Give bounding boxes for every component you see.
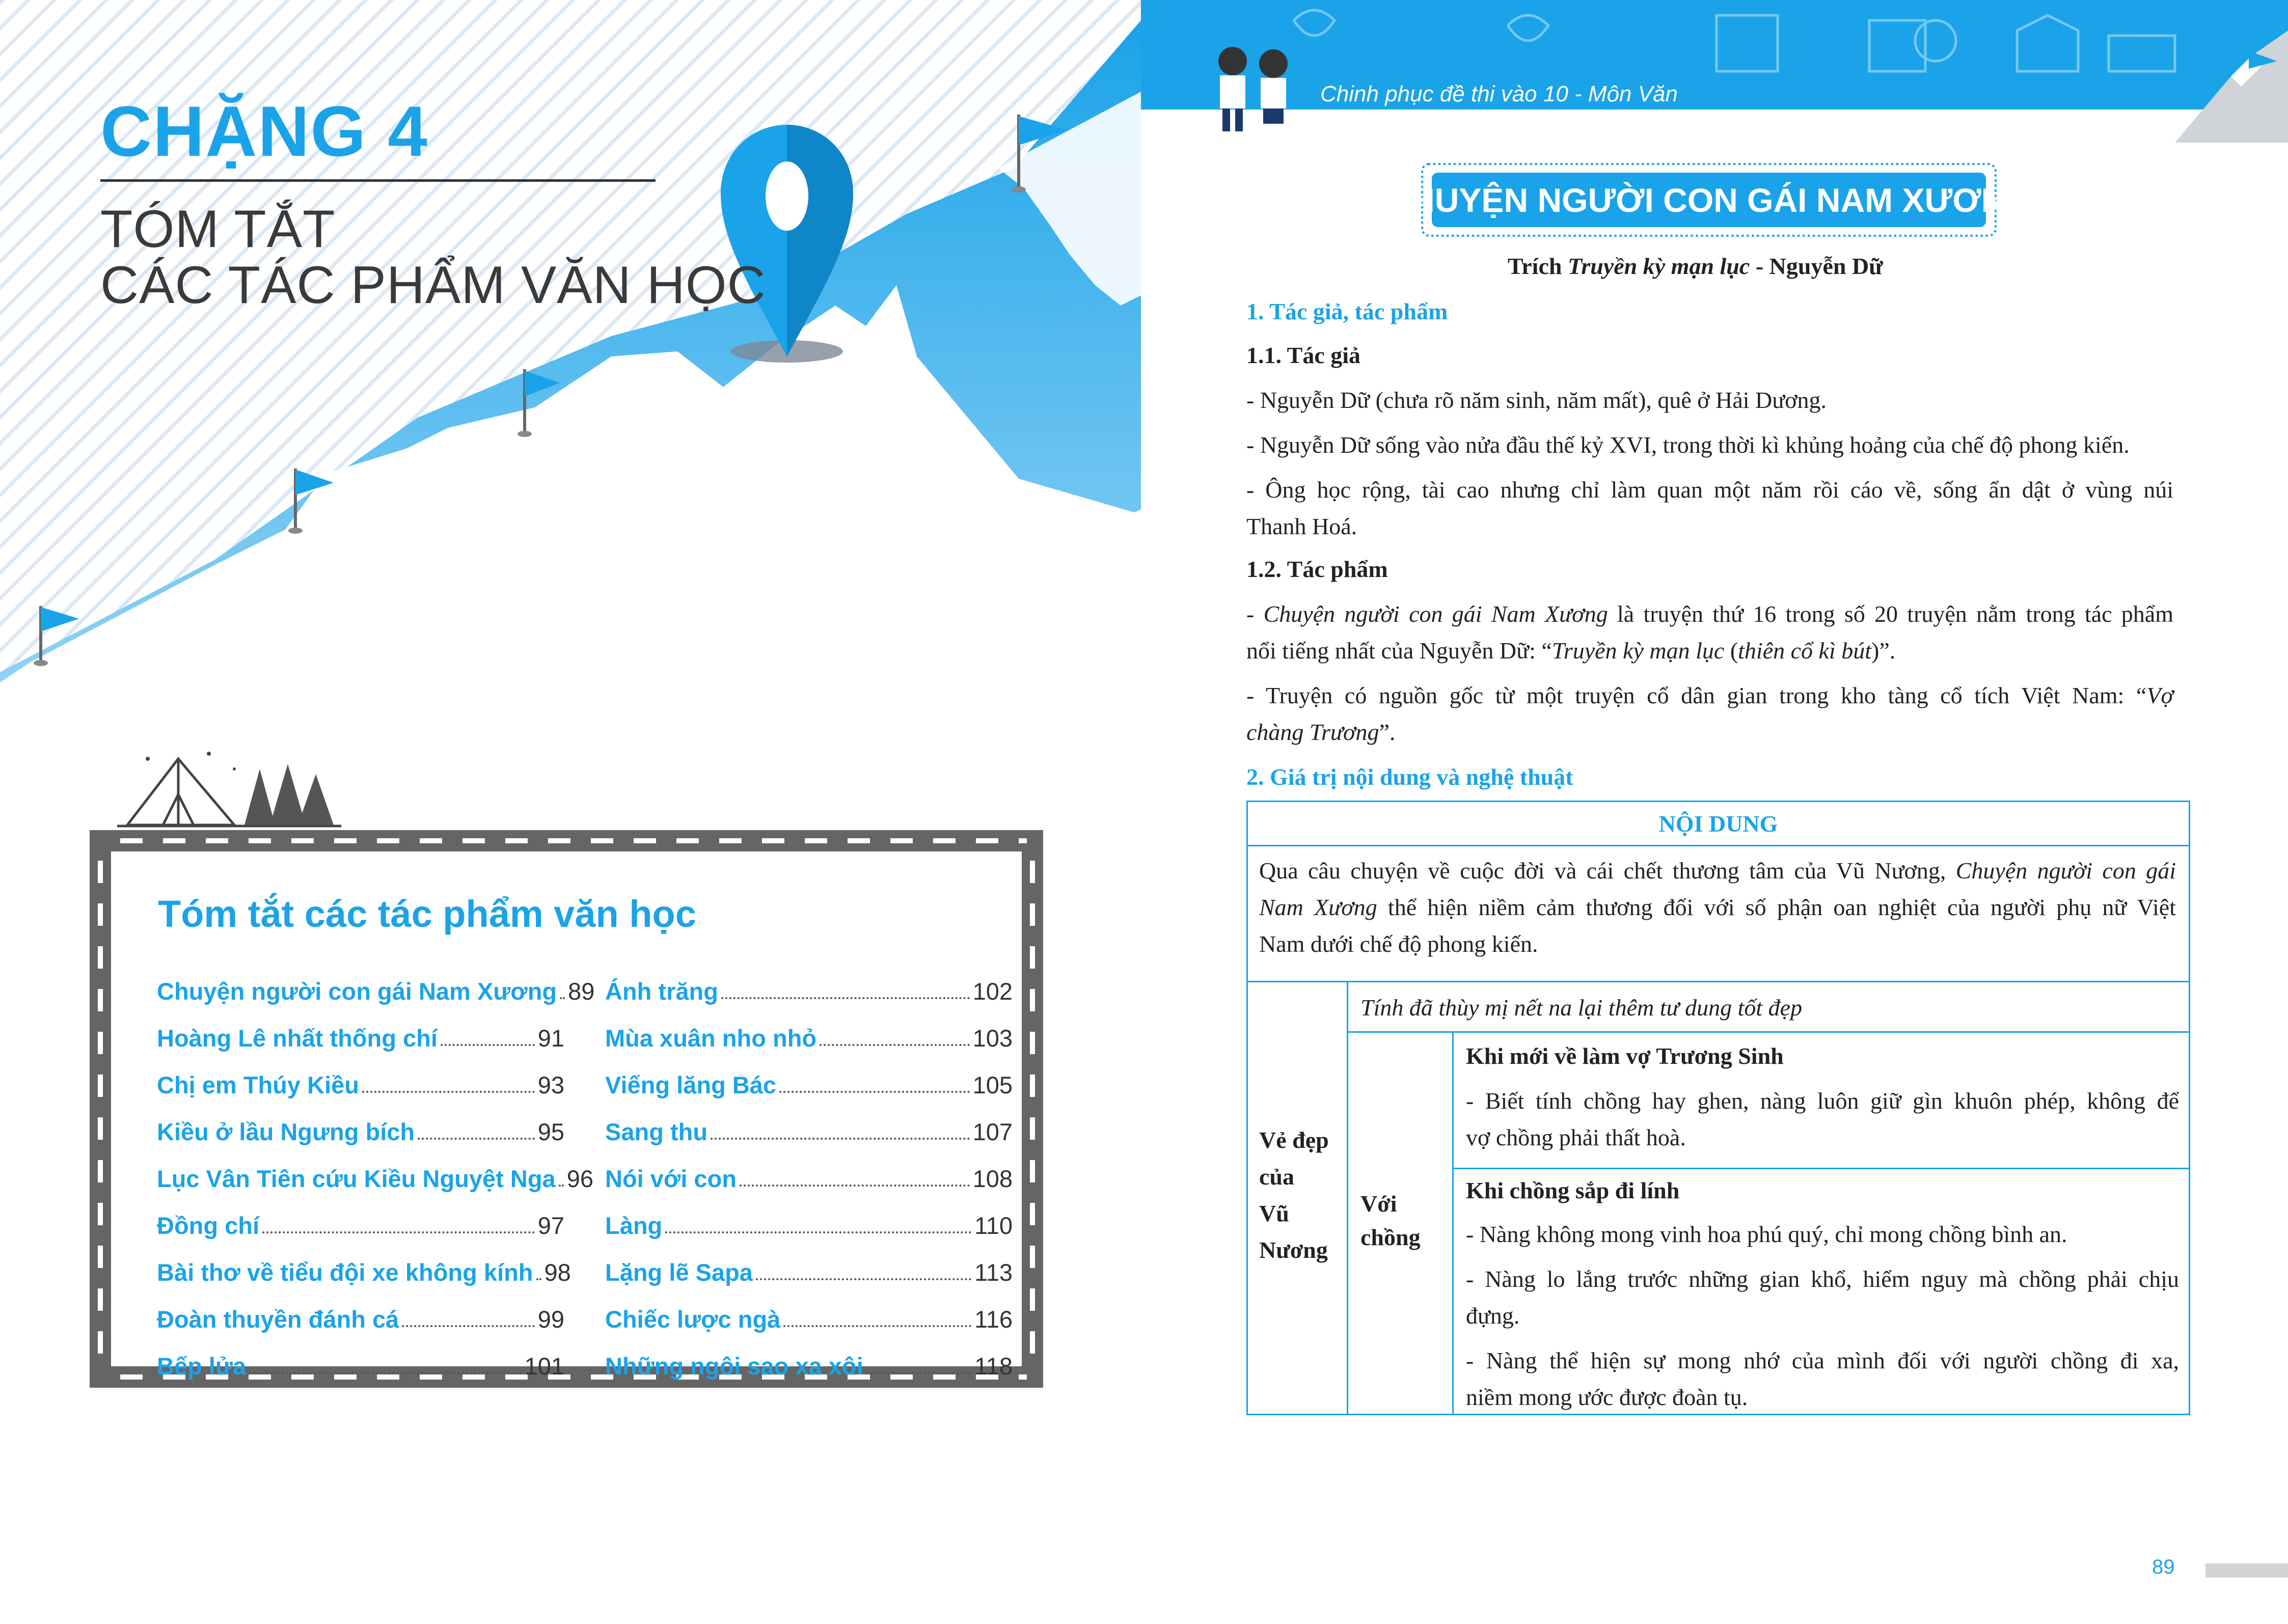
- table-summary-line: Nam dưới chế độ phong kiến.: [1259, 931, 1538, 957]
- toc-item-title: Mùa xuân nho nhỏ: [605, 1025, 817, 1052]
- text-run: chàng Trương: [1246, 719, 1379, 745]
- text-run: -: [1246, 601, 1264, 627]
- table-header: NỘI DUNG: [1658, 810, 1778, 837]
- toc-column-right: [605, 958, 1013, 1380]
- paragraph: - Ông học rộng, tài cao nhưng chỉ làm quan một năm rồi cáo về, sống ẩn dật ở vùng núi: [1246, 477, 2173, 503]
- toc-item-title: Lặng lẽ Sapa: [605, 1259, 753, 1286]
- sub-label: chồng: [1360, 1224, 1421, 1250]
- toc-item-page: 91: [537, 1025, 564, 1052]
- toc-item-page: 99: [537, 1306, 564, 1333]
- toc-item-title: Chiếc lược ngà: [605, 1306, 781, 1333]
- toc-item-title: Nói với con: [605, 1165, 737, 1192]
- toc-dot-leader: [665, 1231, 971, 1233]
- row-label: Vẻ đẹp: [1259, 1127, 1329, 1153]
- toc-panel: [111, 851, 1022, 1380]
- toc-dot-leader: [560, 997, 565, 999]
- toc-item-title: Hoàng Lê nhất thống chí: [157, 1025, 438, 1052]
- toc-item[interactable]: [157, 1240, 571, 1286]
- text-run: (: [1724, 638, 1738, 664]
- paragraph: [1246, 677, 2173, 714]
- toc-dot-leader: [756, 1278, 971, 1280]
- toc-item-title: Bếp lửa: [157, 1353, 247, 1380]
- paragraph: - Nguyễn Dữ (chưa rõ năm sinh, năm mất), quê ở Hải Dương.: [1246, 387, 1827, 413]
- toc-item-title: Chị em Thúy Kiều: [157, 1071, 359, 1098]
- table-row-label-cell: [1246, 981, 1348, 1415]
- table-summary-cell: [1246, 845, 2190, 982]
- header-decoration: [1141, 0, 2288, 143]
- subsection-heading: 1.1. Tác giả: [1246, 342, 1361, 368]
- toc-item[interactable]: [605, 1333, 1013, 1380]
- chapter-subtitle-line1: TÓM TẮT: [100, 200, 336, 259]
- toc-item-page: 105: [972, 1071, 1013, 1098]
- text-run: Nam Xương: [1259, 894, 1377, 920]
- text-run: thể hiện niềm cảm thương đối với số phận oan nghiệt của người phụ nữ Việt: [1377, 894, 2176, 920]
- toc-dot-leader: [559, 1185, 564, 1187]
- text-run: Chuyện người con gái Nam Xương: [1263, 601, 1608, 627]
- section-heading: 1. Tác giả, tác phẩm: [1246, 298, 1448, 324]
- text-run: Chuyện người con gái: [1955, 858, 2176, 884]
- camping-tent-icon: [117, 749, 341, 830]
- toc-item[interactable]: [157, 1286, 564, 1333]
- table-sublabel-cell: [1347, 1031, 1454, 1415]
- source-line: [1508, 248, 1883, 285]
- table-trait-cell: [1347, 981, 2190, 1033]
- toc-dot-leader: [740, 1185, 970, 1187]
- block-line: vợ chồng phải thất hoà.: [1466, 1124, 1686, 1150]
- chapter-divider: [100, 179, 656, 182]
- toc-item[interactable]: [157, 1099, 564, 1146]
- toc-item-title: Bài thơ về tiểu đội xe không kính: [157, 1259, 533, 1286]
- text-run: ”.: [1379, 719, 1396, 745]
- toc-item-page: 102: [972, 978, 1013, 1005]
- paragraph: [1246, 632, 1895, 669]
- text-run: nổi tiếng nhất của Nguyễn Dữ: “: [1246, 638, 1552, 664]
- toc-item[interactable]: [157, 1005, 564, 1052]
- toc-item-page: 107: [972, 1118, 1013, 1145]
- toc-item-page: 116: [974, 1306, 1013, 1333]
- toc-item-title: Ánh trăng: [605, 978, 718, 1005]
- toc-heading: Tóm tắt các tác phẩm văn học: [158, 893, 696, 935]
- toc-column-left: [157, 958, 595, 1380]
- toc-item-page: 103: [972, 1025, 1013, 1052]
- row-label: của: [1259, 1164, 1294, 1190]
- toc-item[interactable]: [605, 1052, 1013, 1099]
- block-line: - Nàng thể hiện sự mong nhớ của mình đối với người chồng đi xa,: [1466, 1347, 2179, 1373]
- toc-dot-leader: [779, 1091, 970, 1093]
- toc-dot-leader: [866, 1372, 971, 1374]
- text-run: là truyện thứ 16 trong số 20 truyện nằm trong tác phẩm: [1608, 601, 2173, 627]
- paragraph: [1246, 714, 1395, 751]
- toc-item-page: 89: [568, 978, 595, 1005]
- block-line: đựng.: [1466, 1303, 1520, 1329]
- header-title: Chinh phục đề thi vào 10 - Môn Văn: [1320, 81, 1678, 106]
- toc-item-page: 97: [537, 1212, 564, 1239]
- text-run: )”.: [1871, 638, 1896, 664]
- toc-item-title: Sang thu: [605, 1118, 708, 1145]
- toc-item-title: Những ngôi sao xa xôi: [605, 1353, 863, 1380]
- paragraph: - Nguyễn Dữ sống vào nửa đầu thế kỷ XVI, trong thời kì khủng hoảng của chế độ phong kiến.: [1246, 432, 2130, 458]
- block-line: - Nàng lo lắng trước những gian khổ, hiểm nguy mà chồng phải chịu: [1466, 1266, 2179, 1292]
- toc-item[interactable]: [157, 1193, 564, 1240]
- table-summary-line: [1259, 889, 2176, 926]
- toc-dot-leader: [711, 1138, 970, 1140]
- page-number: 89: [2152, 1556, 2175, 1578]
- toc-item-page: 93: [537, 1071, 564, 1098]
- toc-item-title: Làng: [605, 1212, 663, 1239]
- toc-dot-leader: [441, 1044, 535, 1046]
- chapter-title: CHẶNG 4: [100, 91, 429, 171]
- toc-item-title: Chuyện người con gái Nam Xương: [157, 978, 557, 1005]
- toc-item[interactable]: [157, 1333, 564, 1380]
- block-line: niềm mong ước được đoàn tụ.: [1466, 1384, 1748, 1410]
- text-run: Qua câu chuyện về cuộc đời và cái chết thương tâm của Vũ Nương,: [1259, 858, 1956, 884]
- toc-dot-leader: [783, 1325, 971, 1327]
- toc-item[interactable]: [605, 1286, 1013, 1333]
- chapter-subtitle-line2: CÁC TÁC PHẨM VĂN HỌC: [100, 256, 766, 315]
- toc-item[interactable]: [157, 1052, 564, 1099]
- toc-item-title: Lục Vân Tiên cứu Kiều Nguyệt Nga: [157, 1165, 556, 1192]
- toc-item[interactable]: [605, 958, 1013, 1005]
- toc-item[interactable]: [157, 1146, 593, 1193]
- subsection-heading: 1.2. Tác phẩm: [1246, 556, 1388, 582]
- table-block2-cell: [1452, 1168, 2190, 1415]
- section-heading: 2. Giá trị nội dung và nghệ thuật: [1246, 764, 1573, 790]
- block-heading: Khi mới về làm vợ Trương Sinh: [1466, 1043, 1784, 1069]
- source-suffix: - Nguyễn Dữ: [1750, 253, 1883, 279]
- row-label: Vũ: [1259, 1200, 1289, 1226]
- story-title-frame: [1386, 163, 2032, 237]
- block-line: - Biết tính chồng hay ghen, nàng luôn giữ gìn khuôn phép, không để: [1466, 1088, 2179, 1114]
- toc-dot-leader: [721, 997, 970, 999]
- toc-item[interactable]: [605, 1240, 1013, 1286]
- toc-dot-leader: [418, 1138, 535, 1140]
- toc-item[interactable]: [605, 1005, 1013, 1052]
- toc-item-page: 108: [972, 1165, 1013, 1192]
- toc-item-page: 96: [566, 1165, 593, 1192]
- text-run: thiên cổ kì bút: [1738, 638, 1872, 664]
- toc-item-title: Đồng chí: [157, 1212, 260, 1239]
- toc-item-page: 95: [537, 1118, 564, 1145]
- toc-dot-leader: [362, 1091, 535, 1093]
- toc-dot-leader: [262, 1231, 535, 1233]
- sub-label: Với: [1360, 1191, 1397, 1217]
- page-number-bar: [2205, 1563, 2288, 1578]
- toc-dot-leader: [249, 1372, 521, 1374]
- toc-item[interactable]: [157, 958, 595, 1005]
- source-work: Truyền kỳ mạn lục: [1567, 253, 1750, 279]
- toc-item-page: 110: [974, 1212, 1013, 1239]
- table-block1-cell: [1452, 1031, 2190, 1169]
- toc-item-title: Đoàn thuyền đánh cá: [157, 1306, 399, 1333]
- block-heading: Khi chồng sắp đi lính: [1466, 1177, 1680, 1203]
- table-header-cell: [1246, 801, 2190, 846]
- text-run: Truyền kỳ mạn lục: [1551, 638, 1725, 664]
- paragraph: Thanh Hoá.: [1246, 513, 1357, 539]
- table-summary-line: [1259, 852, 2176, 889]
- story-title: CHUYỆN NGƯỜI CON GÁI NAM XƯƠNG: [1432, 173, 1986, 227]
- toc-dot-leader: [402, 1325, 534, 1327]
- toc-item-title: Kiều ở lầu Ngưng bích: [157, 1118, 415, 1145]
- block-line: - Nàng không mong vinh hoa phú quý, chỉ mong chồng bình an.: [1466, 1221, 2067, 1247]
- trait-text: Tính đã thùy mị nết na lại thêm tư dung tốt đẹp: [1360, 995, 1803, 1021]
- toc-item[interactable]: [605, 1099, 1013, 1146]
- source-prefix: Trích: [1508, 253, 1568, 279]
- text-run: - Truyện có nguồn gốc từ một truyện cổ dân gian trong kho tàng cổ tích Việt Nam: “: [1246, 682, 2147, 708]
- toc-frame: [90, 830, 1043, 1388]
- toc-item[interactable]: [605, 1146, 1013, 1193]
- toc-dot-leader: [536, 1278, 541, 1280]
- toc-item-page: 101: [524, 1353, 564, 1380]
- text-run: Vợ: [2146, 682, 2173, 708]
- paragraph: [1246, 596, 2173, 632]
- toc-item-page: 98: [544, 1259, 571, 1286]
- row-label: Nương: [1259, 1237, 1328, 1263]
- toc-item-page: 118: [974, 1353, 1013, 1380]
- toc-dot-leader: [820, 1044, 969, 1046]
- toc-item[interactable]: [605, 1193, 1013, 1240]
- toc-item-title: Viếng lăng Bác: [605, 1071, 777, 1098]
- toc-item-page: 113: [974, 1259, 1013, 1286]
